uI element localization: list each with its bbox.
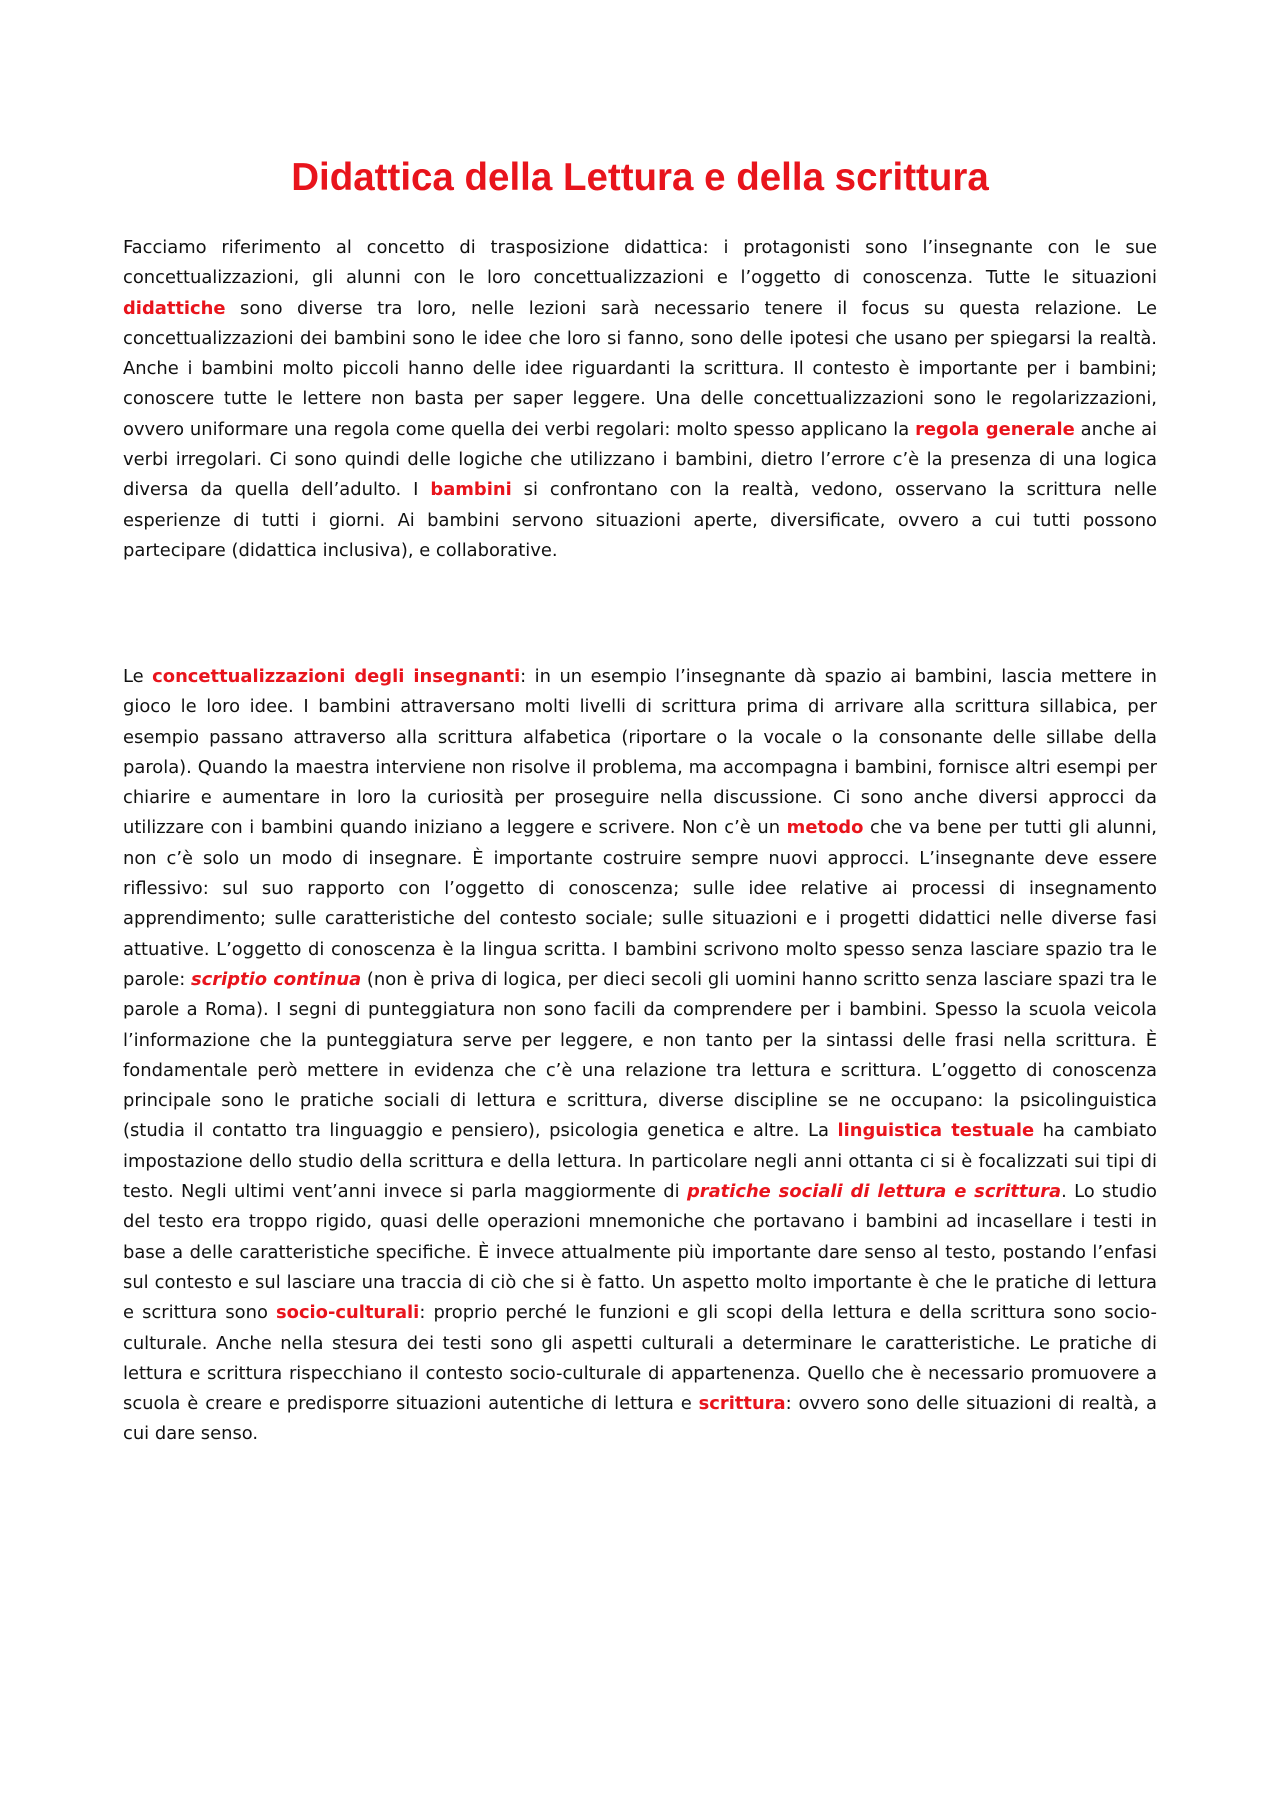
highlight-bambini: bambini: [430, 479, 512, 501]
highlight-regola-generale: regola generale: [915, 418, 1075, 440]
text-run: : ovvero sono delle situazioni di realtà, a cui dare senso.: [123, 1393, 1157, 1445]
text-run: che va bene per tutti gli alunni, non c’è solo un modo di insegnare. È importante costruire sempre nuovi approcci. L’insegnante deve essere riflessivo: sul suo rapporto con l’oggetto di conoscenza; sulle idee relative ai processi di insegnamento apprendimento; sulle caratteristiche del contesto sociale; sulle situazioni e i progetti didattici nelle diverse fasi attuative. L’oggetto di conoscenza è la lingua scritta. I bambini scrivono molto spesso senza lasciare spazio tra le parole:: [123, 817, 1157, 990]
highlight-scrittura: scrittura: [698, 1393, 786, 1415]
text-run: anche ai verbi irregolari. Ci sono quindi delle logiche che utilizzano i bambini, dietro l’errore c’è la presenza di una logica diversa da quella dell’adulto. I: [123, 418, 1158, 501]
text-run: ha cambiato impostazione dello studio della scrittura e della lettura. In particolare negli anni ottanta ci si è focalizzati sui tipi di testo. Negli ultimi vent’anni invece si parla maggiormente di: [123, 1120, 1158, 1203]
text-run: si confrontano con la realtà, vedono, osservano la scrittura nelle esperienze di tutti i giorni. Ai bambini servono situazioni aperte, diversificate, ovvero a cui tutti possono partecipare (didattica inclusiva), e collaborative.: [123, 479, 1158, 561]
highlight-scriptio-continua: scriptio continua: [191, 968, 362, 990]
text-run: sono diverse tra loro, nelle lezioni sarà necessario tenere il focus su questa relazione. Le concettualizzazioni dei bambini sono le idee che loro si fanno, sono delle ipotesi che usano per spiegarsi la realtà. Anche i bambini molto piccoli hanno delle idee riguardanti la scrittura. Il contesto è importante per i bambini; conoscere tutte le lettere non basta per saper leggere. Una delle concettualizzazioni sono le regolarizzazioni, ovvero uniformare una regola come quella dei verbi regolari: molto spesso applicano la: [123, 297, 1157, 440]
text-run: . Lo studio del testo era troppo rigido, quasi delle operazioni mnemoniche che portavano i bambini ad incasellare i testi in base a delle caratteristiche specifiche. È invece attualmente più importante dare senso al testo, postando l’enfasi sul contesto e sul lasciare una traccia di ciò che si è fatto. Un aspetto molto importante è che le pratiche di lettura e scrittura sono: [123, 1181, 1157, 1324]
paragraph-insegnanti: [123, 662, 1157, 1450]
highlight-concettualizzazioni-insegnanti: concettualizzazioni degli insegnanti: [152, 666, 521, 687]
paragraph-intro: [123, 233, 1157, 566]
highlight-metodo: metodo: [786, 817, 864, 839]
text-run: : proprio perché le funzioni e gli scopi della lettura e della scrittura sono socio-culturale. Anche nella stesura dei testi sono gli aspetti culturali a determinare le caratteristiche. Le pratiche di lettura e scrittura rispecchiano il contesto socio-culturale di appartenenza. Quello che è necessario promuovere a scuola è creare e predisporre situazioni autentiche di lettura e: [123, 1302, 1157, 1415]
highlight-socio-culturali: socio-culturali: [276, 1302, 420, 1324]
page-title: Didattica della Lettura e della scrittura: [291, 156, 989, 199]
highlight-linguistica-testuale: linguistica testuale: [837, 1120, 1035, 1142]
highlight-didattiche: didattiche: [123, 297, 226, 319]
text-run: Le: [123, 666, 153, 687]
text-run: (non è priva di logica, per dieci secoli gli uomini hanno scritto senza lasciare spazi tra le parole a Roma). I segni di punteggiatura non sono facili da comprendere per i bambini. Spesso la scuola veicola l’informazione che la punteggiatura serve per leggere, e non tanto per la sintassi delle frasi nella scrittura. È fondamentale però mettere in evidenza che c’è una relazione tra lettura e scrittura. L’oggetto di conoscenza principale sono le pratiche sociali di lettura e scrittura, diverse discipline se ne occupano: la psicolinguistica (studia il contatto tra linguaggio e pensiero), psicologia genetica e altre. La: [123, 968, 1157, 1142]
highlight-pratiche-sociali: pratiche sociali di lettura e scrittura: [686, 1181, 1062, 1203]
text-run: : in un esempio l’insegnante dà spazio ai bambini, lascia mettere in gioco le loro idee. I bambini attraversano molti livelli di scrittura prima di arrivare alla scrittura sillabica, per esempio passano attraverso alla scrittura alfabetica (riportare o la vocale o la consonante delle sillabe della parola). Quando la maestra interviene non risolve il problema, ma accompagna i bambini, fornisce altri esempi per chiarire e aumentare in loro la curiosità per proseguire nella discussione. Ci sono anche diversi approcci da utilizzare con i bambini quando iniziano a leggere e scrivere. Non c’è un: [123, 666, 1158, 839]
text-run: Facciamo riferimento al concetto di trasposizione didattica: i protagonisti sono l’insegnante con le sue concettualizzazioni, gli alunni con le loro concettualizzazioni e l’oggetto di conoscenza. Tutte le situazioni: [123, 237, 1157, 289]
